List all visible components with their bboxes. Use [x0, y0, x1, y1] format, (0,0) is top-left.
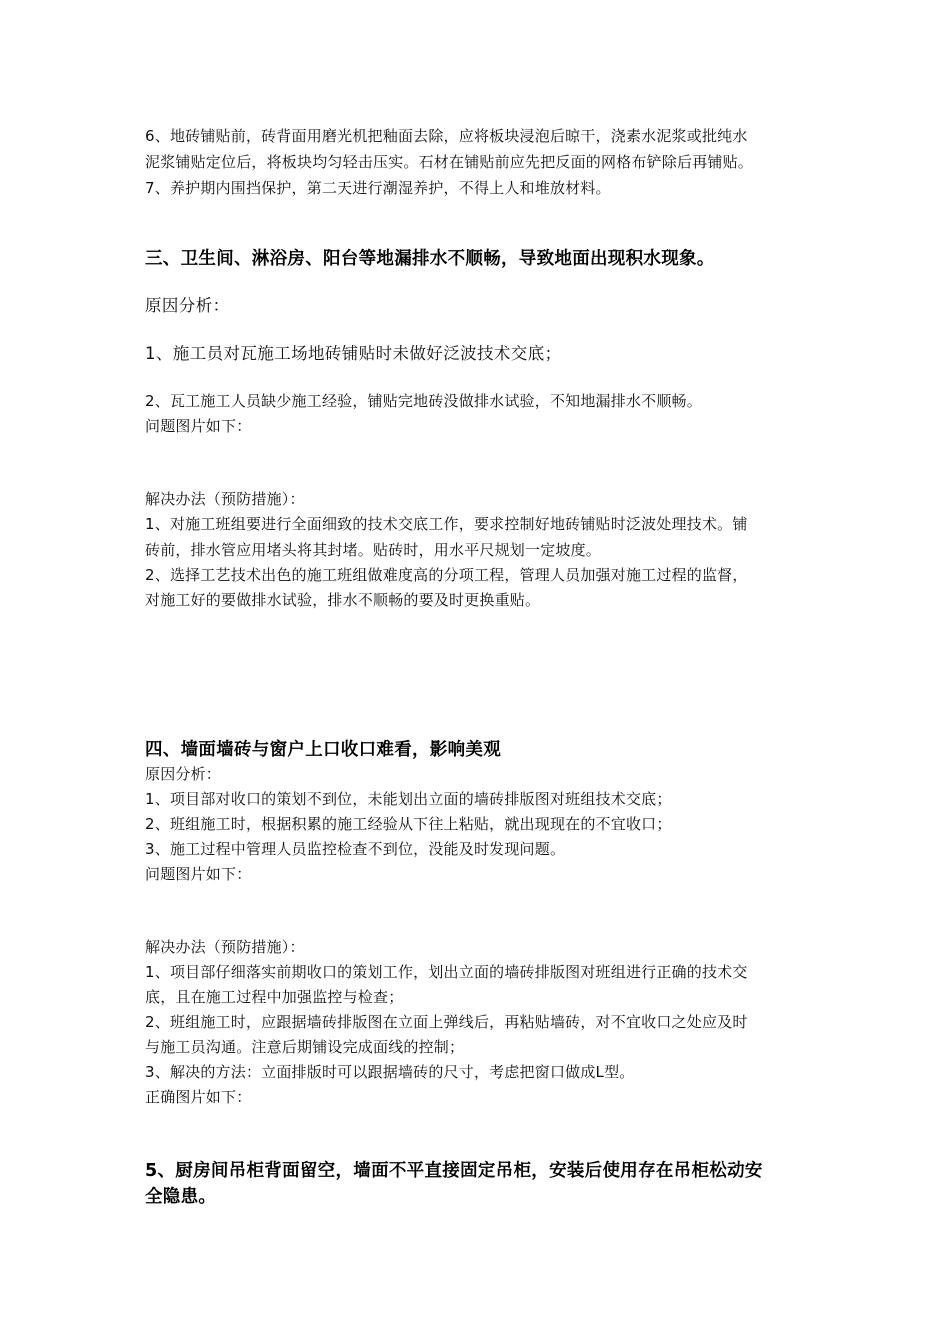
- section4-heading: 四、墙面墙砖与窗户上口收口难看，影响美观: [145, 740, 501, 760]
- section4-cause2: 2、班组施工时，根据积累的施工经验从下往上粘贴，就出现现在的不宜收口；: [145, 815, 672, 833]
- section4-correct-label: 正确图片如下：: [145, 1088, 252, 1106]
- section4-sol2-line2: 与施工员沟通。注意后期铺设完成面线的控制；: [145, 1038, 465, 1056]
- section3-sol1-line1: 1、对施工班组要进行全面细致的技术交底工作，要求控制好地砖铺贴时泛波处理技术。铺: [145, 515, 748, 533]
- section3-sol1-line2: 砖前，排水管应用堵头将其封堵。贴砖时，用水平尺规划一定坡度。: [145, 541, 602, 559]
- section3-cause1: 1、施工员对瓦施工场地砖铺贴时未做好泛波技术交底；: [145, 344, 562, 363]
- section4-photo-label: 问题图片如下：: [145, 865, 252, 883]
- section4-solution-label: 解决办法（预防措施）：: [145, 938, 305, 956]
- section3-photo-label: 问题图片如下：: [145, 417, 252, 435]
- section5-heading-line2: 全隐患。: [145, 1187, 217, 1207]
- section3-solution-label: 解决办法（预防措施）：: [145, 490, 305, 508]
- section4-cause3: 3、施工过程中管理人员监控检查不到位，没能及时发现问题。: [145, 840, 566, 858]
- section4-sol1-line2: 底，且在施工过程中加强监控与检查；: [145, 988, 404, 1006]
- section3-heading: 三、卫生间、淋浴房、阳台等地漏排水不顺畅，导致地面出现积水现象。: [145, 249, 715, 269]
- section4-sol1-line1: 1、项目部仔细落实前期收口的策划工作，划出立面的墙砖排版图对班组进行正确的技术交: [145, 963, 748, 981]
- section4-sol2-line1: 2、班组施工时，应跟据墙砖排版图在立面上弹线后，再粘贴墙砖，对不宜收口之处应及时: [145, 1013, 748, 1031]
- section3-sol2-line1: 2、选择工艺技术出色的施工班组做难度高的分项工程，管理人员加强对施工过程的监督，: [145, 566, 748, 584]
- section4-sol3: 3、解决的方法：立面排版时可以跟据墙砖的尺寸，考虑把窗口做成L型。: [145, 1063, 635, 1081]
- item6-line2: 泥浆铺贴定位后，将板块均匀轻击压实。石材在铺贴前应先把反面的网格布铲除后再铺贴。: [145, 153, 754, 171]
- section4-cause-label: 原因分析：: [145, 765, 222, 783]
- section4-cause1: 1、项目部对收口的策划不到位，未能划出立面的墙砖排版图对班组技术交底；: [145, 790, 672, 808]
- item6-line1: 6、地砖铺贴前，砖背面用磨光机把釉面去除，应将板块浸泡后晾干，浇素水泥浆或批纯水: [145, 127, 748, 145]
- item7: 7、养护期内围挡保护，第二天进行潮湿养护，不得上人和堆放材料。: [145, 179, 611, 197]
- section3-cause2: 2、瓦工施工人员缺少施工经验，铺贴完地砖没做排水试验，不知地漏排水不顺畅。: [145, 392, 702, 410]
- section3-sol2-line2: 对施工好的要做排水试验，排水不顺畅的要及时更换重贴。: [145, 591, 541, 609]
- section5-heading-line1: 5、厨房间吊柜背面留空，墙面不平直接固定吊柜，安装后使用存在吊柜松动安: [145, 1161, 763, 1181]
- section3-cause-label: 原因分析：: [145, 296, 230, 315]
